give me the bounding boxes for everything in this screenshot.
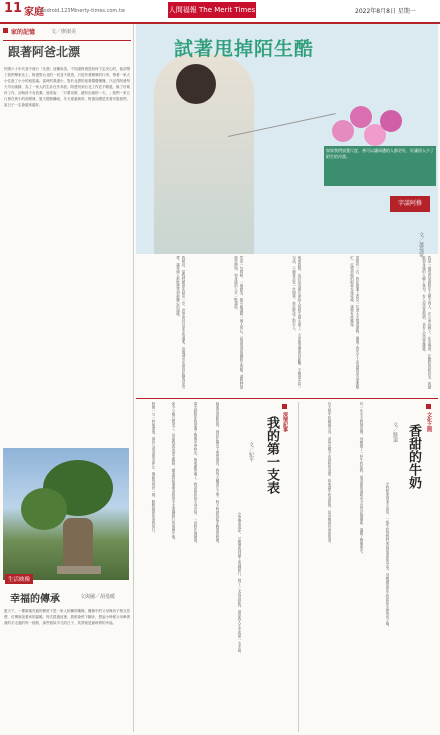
tree-foliage-left — [21, 488, 67, 530]
feature-col: 曾經有一次，我在捷運上看見一位老太太提著重物，猶豫了很久才上前詢問是否需要幫忙，沒想到她的眼神充滿戒備，讓我有些尷尬。 — [350, 256, 360, 389]
essay-title: 幸福的傳承 — [10, 594, 60, 605]
photo-tag: 生活映像 — [5, 574, 33, 584]
label-marker — [282, 404, 287, 409]
feature-body — [136, 256, 438, 396]
article-col: 有一年冬天我發高燒，母親熱了一杯牛奶給我，那香甜的滋味至今仍然記憶猶新，溫暖了整個寒冬。 — [360, 402, 364, 556]
feature-col: 然而一句問候，一個微笑，都可能溫暖一個人的心。試著甩掉那種陌生的酷，讓我們從微笑開始，和身邊的人多一點連結。 — [234, 256, 244, 389]
feature-author: 文／蕭曼蒙 — [418, 232, 424, 257]
column-divider — [298, 402, 299, 732]
label-marker — [3, 28, 8, 33]
label-marker — [426, 404, 431, 409]
article-col: 小學畢業那年，父親帶我到鎮上的鐘錶行，挑了一支表送給我，那是我人生中的第一支手錶。 — [238, 512, 242, 656]
column-author: 文／廖淑美 — [51, 29, 77, 35]
watch-article — [136, 402, 296, 732]
article-col: 如今父親已經老了，每當我看見那支舊錶，總會想起他牽著我的手走進鐘錶行的那個午後。 — [172, 402, 176, 542]
page-number: 11 — [4, 1, 23, 16]
article-body: 民國六十年代須不流行「北漂」這種用語，不知道阿爸是如何下定決心的，他卻帶了我們舉家北上，阿爸對台北的一切並不熟悉，只是拎著簡單的行李，帶著一家大小住進了小小的租屋處。當時的我還小，對於北漂的意義懵懵懂懂，只記得阿爸每天早出晚歸，為了一家人的生計在外奔波。阿爸初到台北工作並不順遂，換了好幾份工作，卻始終不肯放棄。他常說：「只要肯做，總有出頭的一天。」我們一家五口擠在狹小的房間裡，夏天悶熱難耐，冬天寒風刺骨，阿爸卻總是笑著安慰我們，說日子一定會越來越好。 — [4, 67, 130, 107]
milk-article — [300, 402, 438, 732]
article-col: 長大後牛奶隨處可得，卻再也喝不出那時的香甜，原來讓牛奶香甜的，是母親那份深深的愛。 — [328, 402, 332, 546]
balloon-icon — [380, 110, 402, 132]
article-label: 深情記事 — [282, 412, 288, 432]
column-tag: 字談阿修 — [390, 196, 430, 212]
essay-author: 文與圖／胡曼暖 — [80, 594, 116, 600]
column-label: 家的記憶 — [11, 29, 36, 36]
statue-base — [57, 566, 101, 574]
article-title: 我的第一支表 — [264, 416, 279, 494]
article-author: 文／鮮道 — [392, 422, 398, 442]
section-divider — [136, 398, 438, 399]
article-col: 錶面是淡藍色的，指針在陽光下閃閃發亮，我每天戴著它上學，時不時就抬起手腕看看時間。 — [216, 402, 220, 546]
newspaper-logo: 人間福報 The Merit Times — [168, 2, 256, 18]
article-title: 跟著阿爸北漂 — [8, 45, 81, 59]
feature-title: 試著甩掉陌生酷 — [174, 38, 315, 60]
feature-highlight-box: 如果我們放寬尺度，善可以讓周遭的人都更好，好讓別人少了陌生的冷漠。 — [324, 146, 436, 186]
article-col: 小時候家裡並不富裕，一瓶牛奶對我們來說是奢侈的享受，母親總是把牛奶留給生病的孩子喝。 — [386, 482, 390, 629]
issue-date: 2022年8月8日 星期一 — [355, 8, 416, 15]
feature-col: 我是一個很容易跟陌生人聊天的人，在公車站牌下、在市場裡、在醫院的候診室，我總能和身邊的人聊上幾句。有人說這是熱情，也有人說這是雞婆。 — [422, 256, 432, 389]
essay-body: 藍天下，一棵綠葉茂盛的樹底下是一家人相擁的雕像，雕像中的父母與孩子相互依偎，彷彿訴說著家的溫暖。每次經過這裡，我都會停下腳步，想起小時候父母牽著我的手走過的每一段路，那些看似平凡的日子，其實就是最珍貴的幸福。 — [4, 609, 130, 625]
family-statue — [63, 518, 93, 570]
article-col: 那支錶陪伴我度過了整個中學時光，後來雖然壞了，我卻始終捨不得丟掉，一直收在抽屜裡。 — [194, 402, 198, 546]
masthead — [0, 0, 440, 24]
woman-hair — [176, 64, 216, 104]
column-divider — [133, 24, 134, 732]
article-label: 文化之間 — [426, 412, 432, 432]
left-column-header — [3, 26, 131, 41]
site-url: Android.123Minerty-times.com.tw — [40, 8, 125, 14]
statue-photo — [3, 448, 129, 580]
feature-col: 我相信，當我們願意先踏出一步，世界會回以更多的溫柔，這個城市也會因此變得更可愛，讓每個人都能感受到被關心的溫暖。 — [176, 256, 186, 389]
feature-col: 後來我想，也許是這個社會給人的陌生感太重了，大家都習慣保持距離，不願意多說一句話，不願意多管一件閒事，彼此都成了陌生人。 — [292, 256, 302, 389]
balloon-icon — [332, 120, 354, 142]
article-col: 時間一分一秒地流逝，那份父愛卻從未停止，像錶的指針一樣，默默地陪伴著我前行。 — [152, 402, 156, 535]
article-title: 香甜的牛奶 — [406, 424, 421, 489]
section-name: 家庭 — [24, 7, 44, 18]
article-author: 文／紀平 — [248, 442, 254, 462]
